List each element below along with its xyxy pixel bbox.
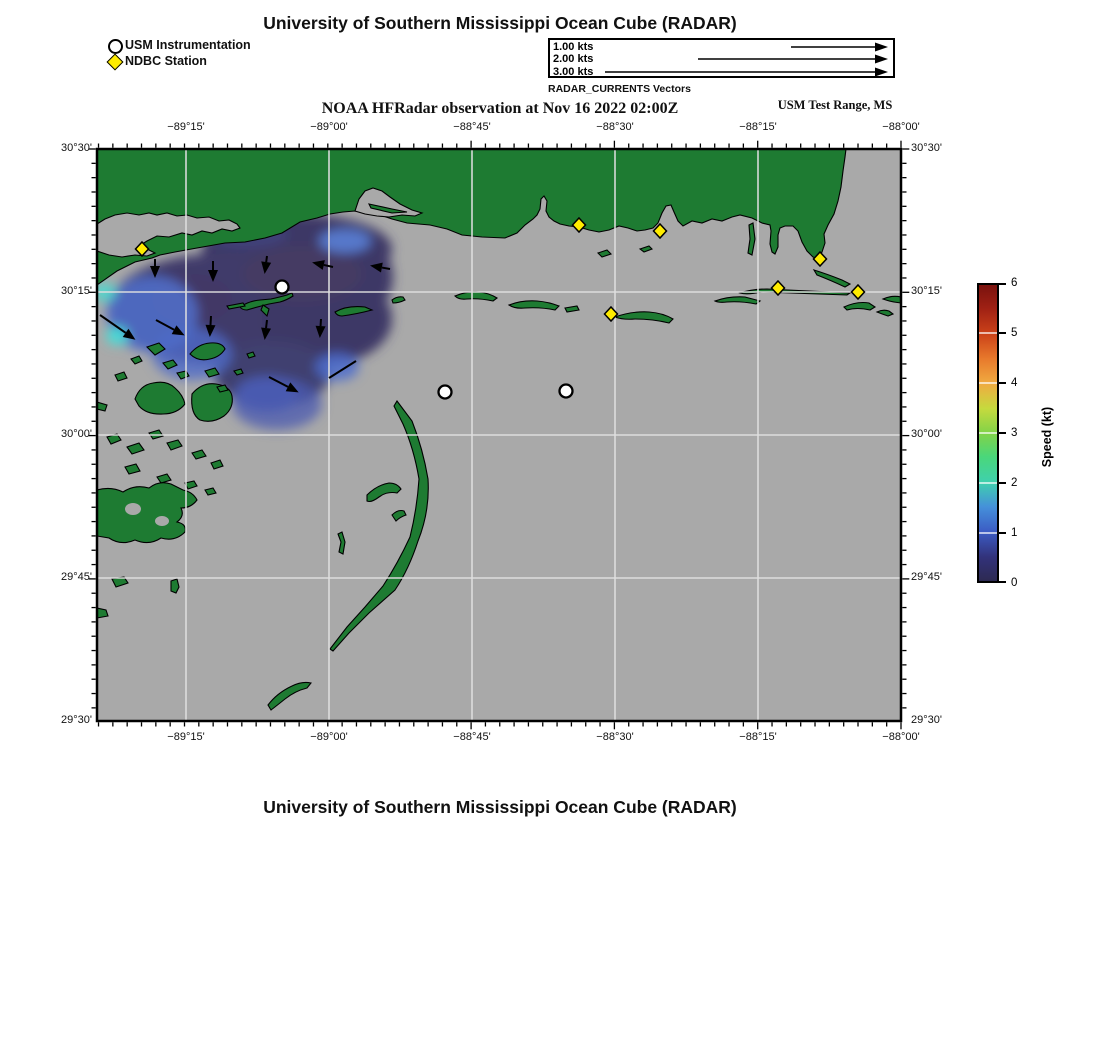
scale-arrow-icon [605, 66, 890, 78]
colorbar [977, 277, 1097, 589]
colorbar-tick-label: 0 [1011, 577, 1018, 589]
page-title: University of Southern Mississippi Ocean Cube (RADAR) [263, 13, 737, 33]
x-axis-label-top: −88°30' [596, 121, 634, 133]
y-axis-label-right: 30°15' [911, 285, 942, 297]
colorbar-tick [999, 432, 1006, 434]
x-axis-label-top: −88°00' [882, 121, 920, 133]
y-axis-label-left: 30°00' [61, 428, 92, 440]
legend-ndbc-label: NDBC Station [125, 54, 207, 68]
x-axis-label-bottom: −88°00' [882, 731, 920, 743]
usm-instrumentation-marker [276, 281, 289, 294]
x-axis-label-bottom: −89°00' [310, 731, 348, 743]
colorbar-tick [999, 482, 1006, 484]
colorbar-tick-label: 2 [1011, 477, 1018, 489]
colorbar-gridline [979, 432, 997, 434]
vector-scale-label: 1.00 kts [553, 40, 594, 53]
y-axis-label-left: 29°45' [61, 571, 92, 583]
footer-title: University of Southern Mississippi Ocean Cube (RADAR) [263, 797, 737, 817]
colorbar-title: Speed (kt) [1040, 406, 1054, 468]
vector-scale-box [548, 38, 895, 78]
x-axis-label-bottom: −88°15' [739, 731, 777, 743]
x-axis-label-top: −89°15' [167, 121, 205, 133]
colorbar-tick [999, 532, 1006, 534]
usm-instrumentation-marker [560, 385, 573, 398]
usm-instrumentation-marker [439, 386, 452, 399]
usm-circle-icon [108, 39, 123, 54]
colorbar-tick-label: 3 [1011, 427, 1018, 439]
colorbar-tick-label: 4 [1011, 377, 1018, 389]
y-axis-label-right: 30°00' [911, 428, 942, 440]
observation-subtitle: NOAA HFRadar observation at Nov 16 2022 02:00Z [321, 100, 679, 117]
region-label: USM Test Range, MS [777, 98, 893, 112]
scale-arrow-icon [698, 53, 890, 65]
vector-scale-caption: RADAR_CURRENTS Vectors [548, 83, 691, 95]
scale-arrow-icon [791, 41, 890, 53]
y-axis-label-right: 29°45' [911, 571, 942, 583]
colorbar-tick-label: 1 [1011, 527, 1018, 539]
map-canvas [85, 137, 913, 733]
ndbc-diamond-icon [109, 56, 121, 68]
y-axis-label-right: 29°30' [911, 714, 942, 726]
colorbar-tick-label: 5 [1011, 327, 1018, 339]
vector-scale-label: 3.00 kts [553, 65, 594, 78]
vector-scale-label: 2.00 kts [553, 53, 594, 65]
map-svg [85, 137, 913, 733]
y-axis-label-left: 30°30' [61, 142, 92, 154]
x-axis-label-bottom: −88°30' [596, 731, 634, 743]
colorbar-gridline [979, 532, 997, 534]
x-axis-label-top: −88°45' [453, 121, 491, 133]
x-axis-label-bottom: −89°15' [167, 731, 205, 743]
x-axis-label-top: −88°15' [739, 121, 777, 133]
colorbar-tick-label: 6 [1011, 277, 1018, 289]
colorbar-gridline [979, 332, 997, 334]
legend-usm-label: USM Instrumentation [125, 38, 251, 52]
vector-scale-row [550, 41, 893, 53]
x-axis-label-bottom: −88°45' [453, 731, 491, 743]
colorbar-gridline [979, 382, 997, 384]
colorbar-gridline [979, 482, 997, 484]
y-axis-label-right: 30°30' [911, 142, 942, 154]
vector-scale-row [550, 66, 893, 78]
colorbar-tick [999, 283, 1006, 285]
y-axis-label-left: 29°30' [61, 714, 92, 726]
vector-scale-row [550, 53, 893, 65]
colorbar-tick [999, 332, 1006, 334]
colorbar-tick [999, 581, 1006, 583]
y-axis-label-left: 30°15' [61, 285, 92, 297]
colorbar-tick [999, 382, 1006, 384]
x-axis-label-top: −89°00' [310, 121, 348, 133]
